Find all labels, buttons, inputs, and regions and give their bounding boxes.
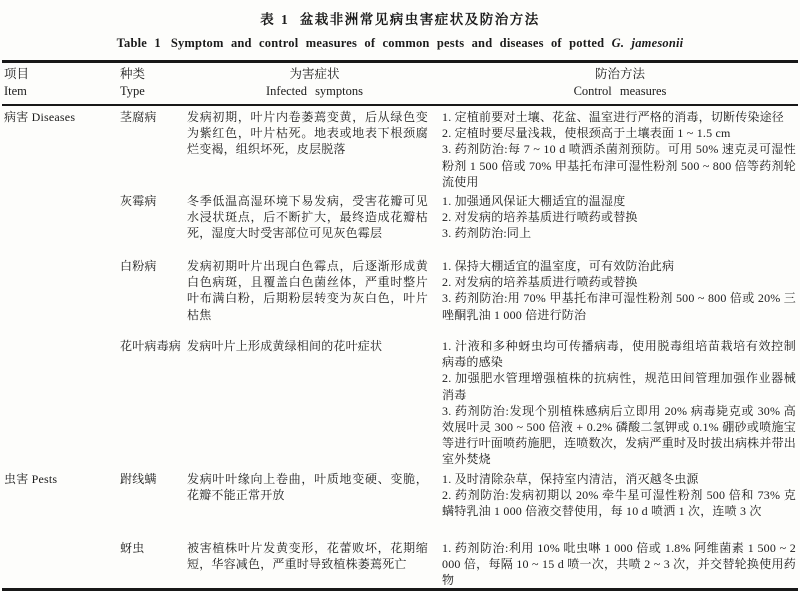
control-item: 2. 定植时要尽量浅栽，使根颈高于土壤表面 1 ~ 1.5 cm	[442, 126, 731, 141]
category-cell	[2, 258, 120, 335]
control-item: 1. 定植前要对土壤、花盆、温室进行严格的消毒，切断传染途径	[442, 110, 785, 124]
header-type-zh: 种类	[120, 67, 146, 81]
control-item: 1. 及时清除杂草，保持室内清洁，消灭越冬虫源	[442, 471, 699, 486]
table-title-zh	[2, 8, 798, 28]
control-item: 2. 对发病的培养基质进行喷药或替换	[442, 210, 638, 225]
category-cell	[2, 193, 120, 255]
table-row-powdery-mildew	[2, 255, 798, 335]
type-cell: 白粉病	[120, 259, 157, 274]
symptom-cell: 冬季低温高湿环境下易发病，受害花瓣可见水浸状斑点，后不断扩大，最终造成花瓣枯死，湿度大时受害部位可见灰色霉层	[187, 194, 428, 241]
control-item: 2. 加强肥水管理增强植株的抗病性，规范田间管理加强作业器械消毒	[442, 371, 796, 402]
type-cell: 蚜虫	[120, 540, 145, 555]
header-item-en: Item	[4, 84, 27, 98]
control-cell	[442, 471, 798, 537]
control-item: 2. 对发病的培养基质进行喷药或替换	[442, 275, 638, 290]
type-cell: 跗线螨	[120, 471, 157, 486]
control-item: 3. 药剂防治:用 70% 甲基托布津可湿性粉剂 500 ~ 800 倍或 20% 三唑酮乳油 1 000 倍进行防治	[442, 291, 796, 322]
control-cell	[442, 540, 798, 589]
type-cell: 茎腐病	[120, 110, 157, 124]
control-cell	[442, 258, 798, 335]
symptom-cell: 发病叶叶缘向上卷曲，叶质地变硬、变脆，花瓣不能正常开放	[187, 471, 428, 502]
control-item: 3. 药剂防治:发现个别植株感病后立即用 20% 病毒毙克或 30% 高效展叶灵 300 ~ 500 倍液 + 0.2% 磷酸二氢钾或 0.1% 硼砂或喷施宝等进行叶面喷药施肥，连喷数次，发病严重时及时拔出病株并带出室外焚烧	[442, 403, 796, 467]
species-name: G. jamesonii	[611, 36, 684, 50]
table-header-row	[2, 63, 798, 106]
symptom-cell: 发病叶片上形成黄绿相间的花叶症状	[187, 339, 383, 354]
table-row-stem-rot	[2, 106, 798, 190]
table-title-en	[2, 36, 798, 51]
header-control-en: Control measures	[573, 84, 667, 98]
table-number-zh: 表 1	[260, 12, 290, 27]
control-cell	[442, 338, 798, 468]
control-item: 1. 加强通风保证大棚适宜的温湿度	[442, 194, 626, 209]
table-title-zh-text: 盆栽非洲常见病虫害症状及防治方法	[299, 12, 540, 27]
type-cell: 花叶病毒病	[120, 339, 182, 354]
header-control-zh: 防治方法	[594, 67, 645, 81]
header-symptom-zh: 为害症状	[289, 67, 340, 81]
control-item: 3. 药剂防治:每 7 ~ 10 d 喷洒杀菌剂预防。可用 50% 速克灵可湿性粉剂 1 500 倍或 70% 甲基托布津可湿性粉剂 500 ~ 800 倍等药剂轮流使用	[442, 142, 796, 189]
control-item: 3. 药剂防治:同上	[442, 226, 532, 241]
symptom-cell: 发病初期叶片出现白色霉点，后逐渐形成黄白色病斑，且覆盖白色菌丝体，严重时整片叶布满白粉，后期粉层转变为灰白色，叶片枯焦	[187, 259, 428, 322]
control-cell	[442, 193, 798, 255]
category-cell: 虫害 Pests	[4, 471, 58, 486]
header-control	[442, 67, 798, 99]
table-title-en-text: Symptom and control measures of common pests and diseases of potted	[170, 36, 605, 50]
control-item: 1. 保持大棚适宜的温室度，可有效防治此病	[442, 259, 675, 274]
symptom-cell: 被害植株叶片发黄变形，花蕾败坏，花期缩短，华容减色，严重时导致植株萎蔫死亡	[187, 540, 428, 571]
control-item: 2. 药剂防治:发病初期以 20% 牵牛星可湿性粉剂 500 倍和 73% 克螨特乳油 1 000 倍液交替使用，每 10 d 喷洒 1 次，连喷 3 次	[442, 487, 796, 519]
table-row-tarsonemid-mite	[2, 468, 798, 537]
type-cell: 灰霉病	[120, 194, 157, 209]
header-symptom-en: Infected symptons	[266, 84, 363, 98]
header-type-en: Type	[120, 84, 145, 98]
table-row-mosaic-virus	[2, 335, 798, 468]
symptom-cell: 发病初期，叶片内卷萎蔫变黄，后从绿色变为紫红色，叶片枯死。地表或地表下根颈腐烂变褐，组织坏死，皮层脱落	[187, 110, 428, 157]
control-item: 1. 药剂防治:利用 10% 吡虫啉 1 000 倍或 1.8% 阿维菌素 1 500 ~ 2 000 倍，每隔 10 ~ 15 d 喷一次，共喷 2 ~ 3 次，并交替轮换使用药物	[442, 540, 796, 588]
category-cell	[2, 338, 120, 468]
category-cell: 病害 Diseases	[4, 110, 76, 124]
header-type	[120, 67, 187, 99]
table-row-aphid	[2, 537, 798, 589]
control-cell	[442, 109, 798, 190]
header-item-zh: 项目	[4, 67, 30, 81]
category-cell	[2, 540, 120, 589]
table-number-en: Table 1	[116, 36, 161, 50]
control-item: 1. 汁液和多种蚜虫均可传播病毒，使用脱毒组培苗栽培有效控制病毒的感染	[442, 339, 796, 370]
pest-disease-table	[2, 60, 798, 591]
header-symptom	[187, 67, 442, 99]
table-body	[2, 106, 798, 588]
header-item	[2, 67, 120, 99]
table-row-gray-mold	[2, 190, 798, 255]
